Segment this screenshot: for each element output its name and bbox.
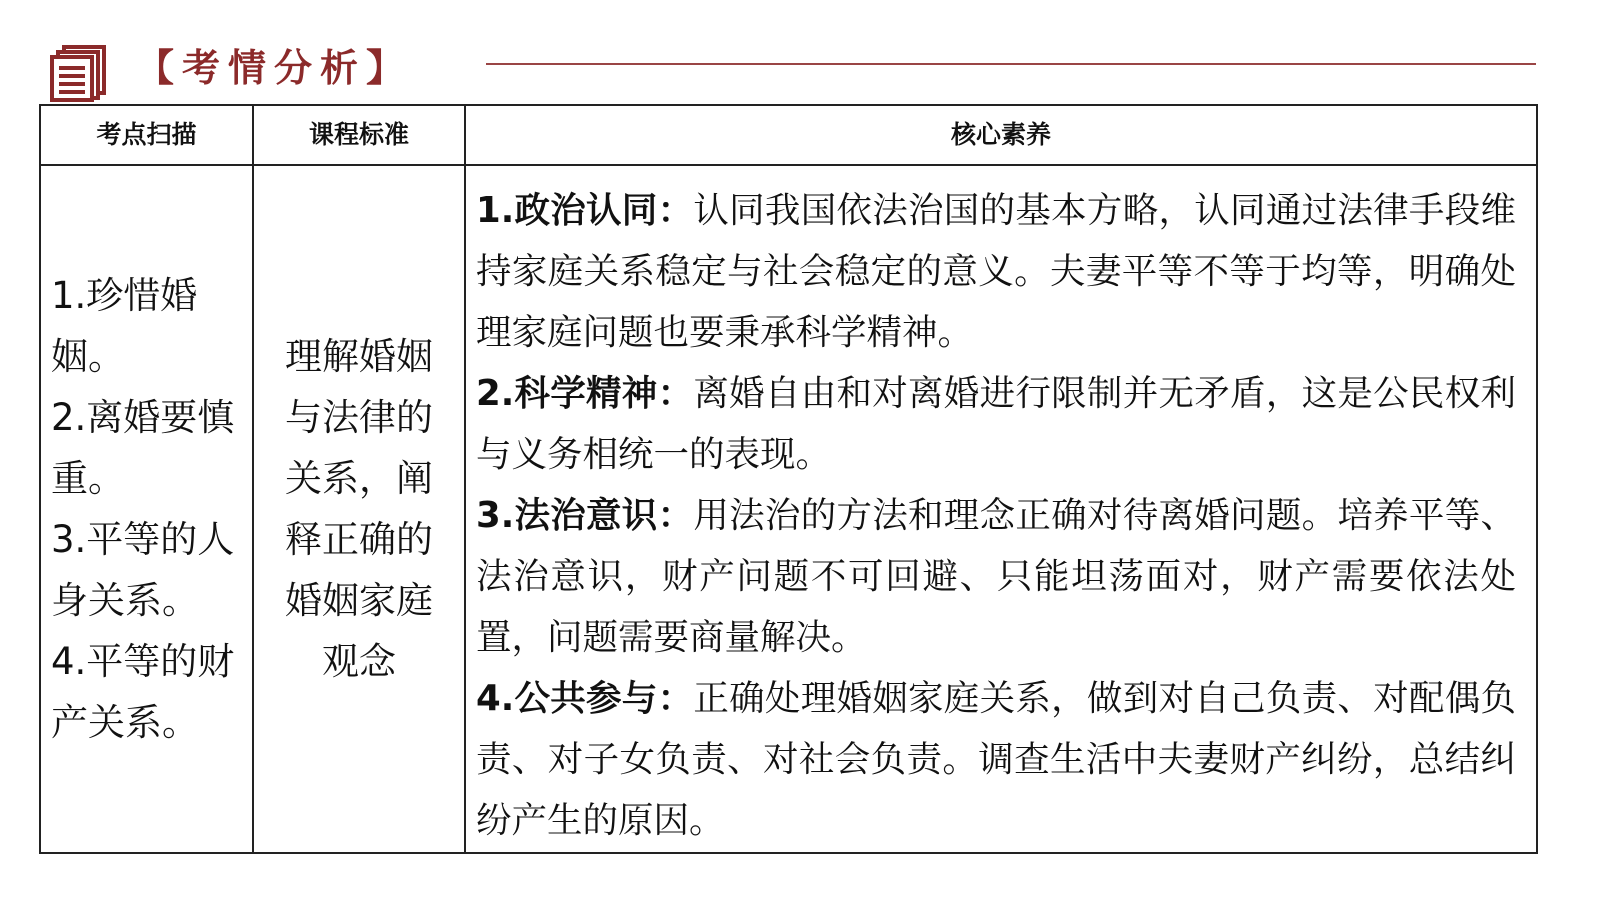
column-header-scan: 考点扫描 xyxy=(96,120,197,149)
column-header-standard: 课程标准 xyxy=(308,120,409,149)
literacy-text: 认同我国依法治国的基本方略，认同通过法律手段维持家庭关系稳定与社会稳定的意义。夫妻平等不等于均等，明确处理家庭问题也要秉承科学精神。 xyxy=(476,190,1516,353)
analysis-table xyxy=(39,104,1538,854)
literacy-text: 正确处理婚姻家庭关系，做到对自己负责、对配偶负责、对子女负责、对社会负责。调查生活中夫妻财产纠纷，总结纠纷产生的原因。 xyxy=(476,678,1516,841)
literacy-text: 用法治的方法和理念正确对待离婚问题。培养平等、法治意识，财产问题不可回避、只能坦荡面对，财产需要依法处置，问题需要商量解决。 xyxy=(476,495,1516,658)
section-header xyxy=(0,0,1599,104)
course-standard-cell xyxy=(254,166,464,852)
literacy-heading: 4.公共参与： xyxy=(476,678,694,719)
literacy-item xyxy=(476,180,1516,363)
scan-point: 1.珍惜婚姻。 xyxy=(51,274,198,378)
column-header-literacy: 核心素养 xyxy=(950,120,1051,149)
literacy-item xyxy=(476,485,1516,668)
course-standard-text: 理解婚姻与法律的关系，阐释正确的婚姻家庭观念 xyxy=(285,335,433,683)
literacy-item xyxy=(476,668,1516,851)
header-divider xyxy=(486,63,1536,65)
scan-point: 3.平等的人身关系。 xyxy=(51,518,235,622)
core-literacy-cell xyxy=(466,166,1538,852)
literacy-heading: 2.科学精神： xyxy=(476,373,694,414)
document-stack-icon xyxy=(50,44,108,102)
scan-point: 4.平等的财产关系。 xyxy=(51,640,235,744)
literacy-heading: 1.政治认同： xyxy=(476,190,694,231)
section-title: 【考情分析】 xyxy=(136,46,413,90)
scan-points-cell xyxy=(41,166,252,852)
literacy-text: 离婚自由和对离婚进行限制并无矛盾，这是公民权利与义务相统一的表现。 xyxy=(476,373,1516,475)
scan-point: 2.离婚要慎重。 xyxy=(51,396,235,500)
literacy-item xyxy=(476,363,1516,485)
literacy-heading: 3.法治意识： xyxy=(476,495,694,536)
